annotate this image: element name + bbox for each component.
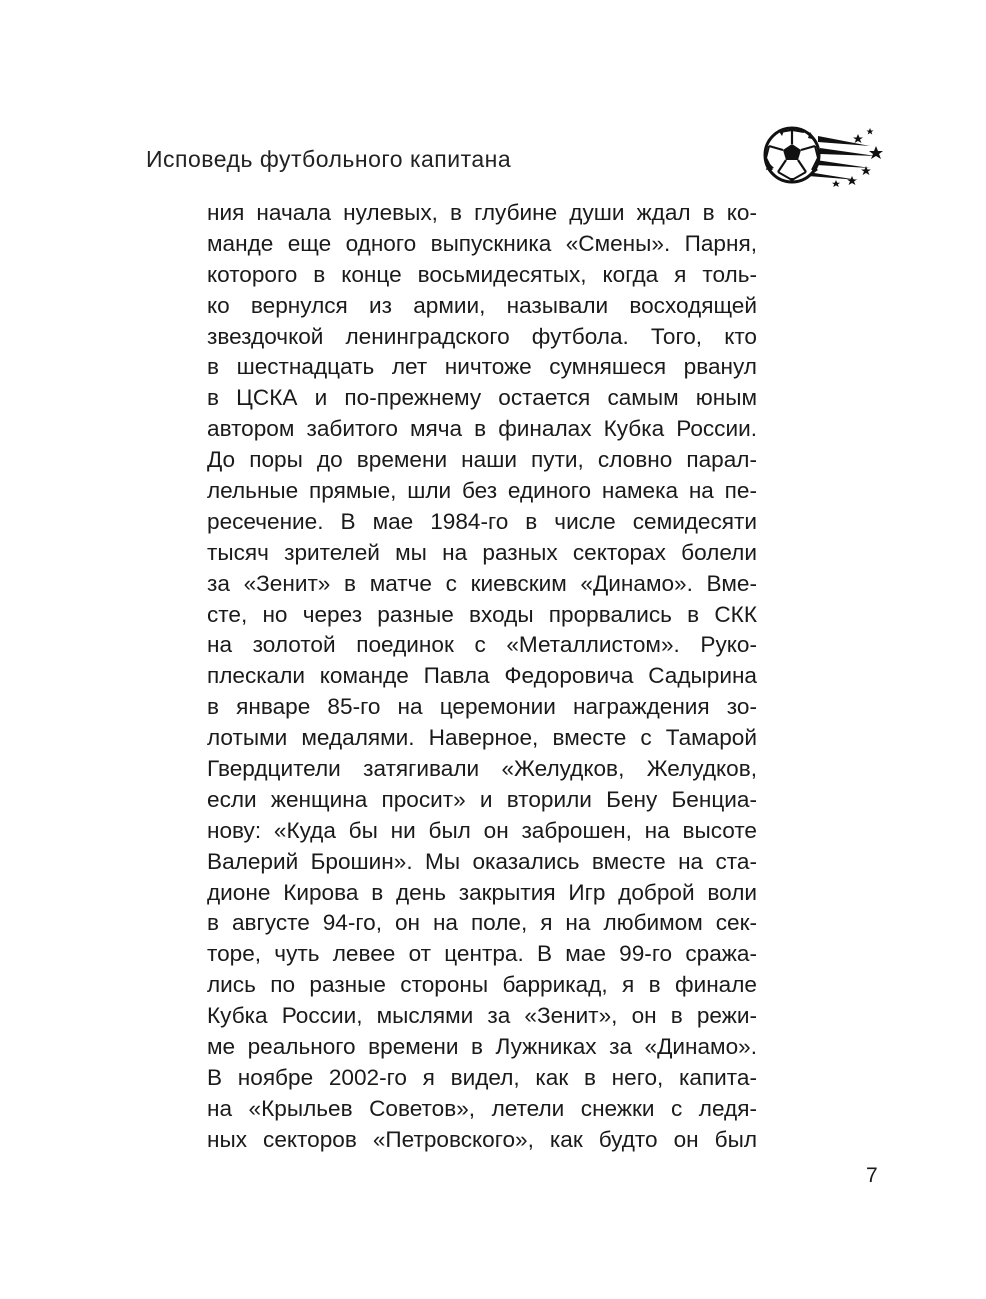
text-line: звездочкой ленинградского футбола. Того, кто [207,323,757,349]
text-line: Гвердцители затягивали «Желудков, Желудков, [207,756,757,782]
text-line: ресечение. В мае 1984-го в числе семидесяти [207,508,757,534]
text-line: в ЦСКА и по-прежнему остается самым юным [207,385,757,411]
text-line: на золотой поединок с «Металлистом». Руко- [207,632,757,658]
text-line: в августе 94-го, он на поле, я на любимом сек- [207,910,757,936]
body-text [207,198,757,1156]
text-line: нову: «Куда бы ни был он заброшен, на высоте [207,817,757,843]
text-line: автором забитого мяча в финалах Кубка России. [207,416,757,442]
text-line: Кубка России, мыслями за «Зенит», он в режи- [207,1003,757,1029]
text-line: дионе Кирова в день закрытия Игр доброй воли [207,879,757,905]
text-line: сте, но через разные входы прорвались в СКК [207,601,757,627]
text-line: плескали команде Павла Федоровича Садырина [207,663,757,689]
text-line: манде еще одного выпускника «Смены». Парня, [207,230,757,256]
running-title: Исповедь футбольного капитана [146,146,512,172]
text-line: если женщина просит» и вторили Бену Бенциа- [207,786,757,812]
text-line: лотыми медалями. Наверное, вместе с Тамарой [207,725,757,751]
text-line: ния начала нулевых, в глубине души ждал в ко- [207,200,757,225]
text-line: в январе 85-го на церемонии награждения зо- [207,694,757,720]
page-number: 7 [866,1164,878,1187]
football-with-stars-icon [758,118,886,192]
text-line: которого в конце восьмидесятых, когда я толь- [207,261,757,287]
text-line: тысяч зрителей мы на разных секторах болели [207,539,757,565]
text-line: ных секторов «Петровского», как будто он был [207,1126,757,1152]
text-line: лельные прямые, шли без единого намека на пе- [207,478,757,504]
text-line: В ноябре 2002-го я видел, как в него, капита- [207,1064,757,1090]
text-line: за «Зенит» в матче с киевским «Динамо». Вме- [207,570,757,596]
text-line: Валерий Брошин». Мы оказались вместе на ста- [207,848,757,874]
text-line: торе, чуть левее от центра. В мае 99-го сража- [207,941,757,967]
text-line: ме реального времени в Лужниках за «Динамо». [207,1034,757,1060]
text-line: на «Крыльев Советов», летели снежки с ледя- [207,1095,757,1121]
text-line: лись по разные стороны баррикад, я в финале [207,972,757,998]
text-line: До поры до времени наши пути, словно парал- [207,447,757,473]
text-line: ко вернулся из армии, называли восходящей [207,292,757,318]
text-line: в шестнадцать лет ничтоже сумняшеся рванул [207,354,757,380]
